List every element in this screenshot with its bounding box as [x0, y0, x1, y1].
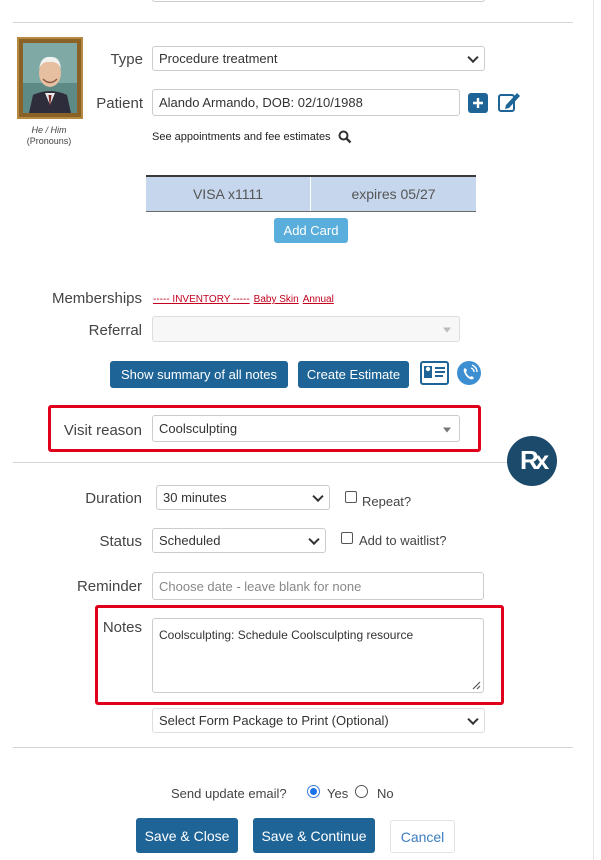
- pronouns: [14, 125, 84, 147]
- caret-down-icon: [443, 427, 451, 432]
- divider-middle: [13, 462, 507, 463]
- show-summary-button[interactable]: Show summary of all notes: [110, 361, 288, 388]
- patient-label: Patient: [96, 95, 143, 112]
- contact-card-button[interactable]: [420, 361, 449, 385]
- yes-label: Yes: [327, 786, 349, 801]
- type-select-value: Procedure treatment: [159, 51, 278, 66]
- membership-baby-skin[interactable]: Baby Skin: [253, 294, 299, 305]
- patient-input[interactable]: [152, 89, 460, 116]
- edit-icon: [497, 90, 521, 114]
- form-package-select[interactable]: [152, 708, 485, 733]
- divider-top: [13, 22, 573, 23]
- referral-select[interactable]: [152, 316, 460, 342]
- yes-radio[interactable]: [307, 785, 320, 798]
- type-select[interactable]: [152, 46, 485, 71]
- waitlist-label: Add to waitlist?: [359, 533, 447, 548]
- no-radio[interactable]: [355, 785, 368, 798]
- search-icon: [338, 130, 352, 144]
- pronouns-caption: (Pronouns): [26, 136, 72, 146]
- save-continue-button[interactable]: Save & Continue: [253, 818, 375, 853]
- reminder-placeholder: Choose date - leave blank for none: [159, 578, 362, 594]
- referral-label: Referral: [88, 322, 142, 339]
- cancel-button[interactable]: Cancel: [390, 820, 455, 853]
- visit-reason-select[interactable]: [152, 415, 460, 442]
- chevron-down-icon: [312, 490, 323, 501]
- membership-annual[interactable]: Annual: [302, 294, 334, 305]
- add-patient-button[interactable]: [468, 93, 488, 113]
- chevron-down-icon: [308, 533, 319, 544]
- save-close-button[interactable]: Save & Close: [136, 818, 238, 853]
- edit-patient-button[interactable]: [497, 90, 521, 114]
- card-expires: expires 05/27: [351, 186, 436, 202]
- no-label: No: [377, 786, 394, 801]
- scrollbar-edge: [593, 0, 601, 860]
- phone-icon: [456, 360, 482, 386]
- notes-value: Coolsculpting: Schedule Coolsculpting resource: [159, 628, 414, 642]
- status-label: Status: [99, 533, 142, 550]
- notes-label: Notes: [102, 619, 142, 636]
- duration-select[interactable]: [156, 485, 330, 510]
- create-estimate-button[interactable]: Create Estimate: [298, 361, 409, 388]
- reminder-input[interactable]: [152, 572, 484, 600]
- send-update-label: Send update email?: [171, 786, 287, 801]
- chevron-down-icon: [467, 713, 478, 724]
- divider-bottom: [13, 747, 573, 748]
- reminder-label: Reminder: [76, 578, 142, 595]
- memberships-label: Memberships: [51, 290, 142, 307]
- plus-icon: [468, 93, 488, 113]
- memberships-list: [153, 294, 334, 305]
- card-table: [146, 175, 476, 212]
- form-package-value: Select Form Package to Print (Optional): [159, 713, 389, 728]
- patient-input-value: Alando Armando, DOB: 02/10/1988: [159, 95, 363, 110]
- visit-reason-label: Visit reason: [63, 422, 142, 439]
- pronouns-value: He / Him: [31, 125, 67, 135]
- id-card-icon: [420, 361, 449, 385]
- visit-reason-value: Coolsculpting: [159, 421, 238, 436]
- top-field-remnant: [152, 0, 485, 2]
- status-select[interactable]: [152, 528, 326, 553]
- card-name: VISA x1111: [146, 177, 311, 211]
- rx-button[interactable]: [507, 436, 557, 486]
- repeat-checkbox[interactable]: [345, 491, 357, 503]
- duration-label: Duration: [85, 490, 142, 507]
- chevron-down-icon: [467, 51, 478, 62]
- caret-down-icon: [443, 328, 451, 333]
- rx-icon: Rx: [520, 445, 546, 475]
- patient-avatar[interactable]: [17, 37, 83, 119]
- appointments-link-text: See appointments and fee estimates: [152, 131, 331, 143]
- portrait-image: [23, 43, 77, 113]
- radio-selected-dot: [310, 788, 317, 795]
- notes-textarea[interactable]: [152, 618, 484, 693]
- status-value: Scheduled: [159, 533, 221, 548]
- repeat-label: Repeat?: [362, 494, 412, 509]
- waitlist-checkbox[interactable]: [341, 532, 353, 544]
- appointments-link[interactable]: [152, 130, 352, 144]
- membership-inventory[interactable]: ----- INVENTORY -----: [153, 294, 250, 305]
- type-label: Type: [110, 51, 143, 68]
- add-card-button[interactable]: Add Card: [274, 218, 348, 243]
- call-button[interactable]: [456, 360, 482, 386]
- duration-value: 30 minutes: [163, 490, 227, 505]
- resize-handle-icon[interactable]: [471, 680, 481, 690]
